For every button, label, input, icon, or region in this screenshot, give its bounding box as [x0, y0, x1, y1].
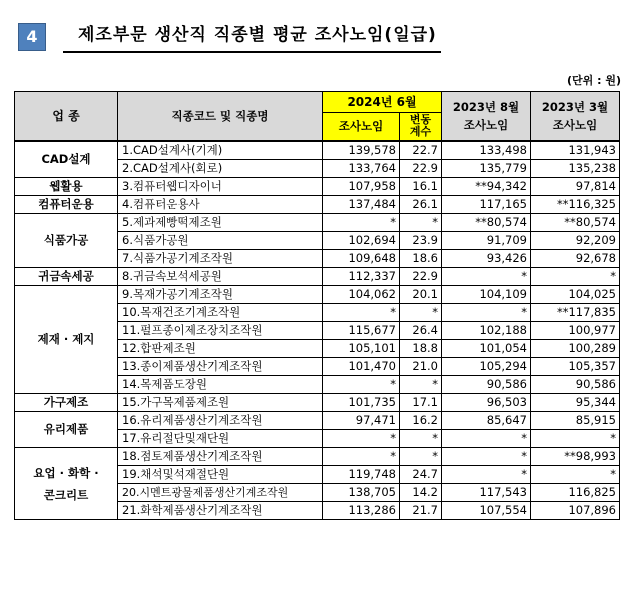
section-number-badge: 4 [18, 23, 46, 51]
wage-2023-03-cell: 85,915 [531, 411, 620, 429]
cv-cell: 24.7 [400, 465, 442, 483]
wage-2023-08-cell: * [442, 303, 531, 321]
wage-2024-cell: * [323, 447, 400, 465]
wage-2024-cell: 104,062 [323, 285, 400, 303]
header-change-rate-line2: 계수 [409, 125, 432, 139]
cv-cell: 21.0 [400, 357, 442, 375]
header-survey-wage-2023-03: 조사노임 [552, 117, 598, 132]
wage-2023-03-cell: 97,814 [531, 177, 620, 195]
industry-cell: 식품가공 [15, 213, 118, 267]
cv-cell: * [400, 303, 442, 321]
wage-2024-cell: 107,958 [323, 177, 400, 195]
industry-cell: 가구제조 [15, 393, 118, 411]
table-row [15, 195, 620, 213]
cv-cell: 18.8 [400, 339, 442, 357]
wage-2023-03-cell: 107,896 [531, 501, 620, 519]
wage-2024-cell: 105,101 [323, 339, 400, 357]
table-row [15, 177, 620, 195]
wage-2024-cell: 133,764 [323, 159, 400, 177]
cv-cell: 22.9 [400, 267, 442, 285]
cv-cell: 18.6 [400, 249, 442, 267]
wage-2023-08-cell: 101,054 [442, 339, 531, 357]
occupation-cell: 11.펄프종이제조장치조작원 [118, 321, 323, 339]
table-row [15, 285, 620, 303]
cv-cell: 23.9 [400, 231, 442, 249]
occupation-cell: 9.목재가공기계조작원 [118, 285, 323, 303]
industry-cell [15, 447, 118, 519]
wage-2023-03-cell: **117,835 [531, 303, 620, 321]
wage-2024-cell: 139,578 [323, 141, 400, 160]
wage-2023-08-cell: * [442, 267, 531, 285]
occupation-cell: 16.유리제품생산기계조작원 [118, 411, 323, 429]
cv-cell: 26.1 [400, 195, 442, 213]
wage-2023-03-cell: 104,025 [531, 285, 620, 303]
wage-2024-cell: 113,286 [323, 501, 400, 519]
wage-2024-cell: 138,705 [323, 483, 400, 501]
industry-cell: 유리제품 [15, 411, 118, 447]
wage-2023-08-cell: 135,779 [442, 159, 531, 177]
wage-2023-03-cell: * [531, 465, 620, 483]
occupation-cell: 5.제과제빵떡제조원 [118, 213, 323, 231]
wage-2023-03-cell: * [531, 267, 620, 285]
wage-2024-cell: 97,471 [323, 411, 400, 429]
wage-2023-08-cell: 102,188 [442, 321, 531, 339]
header-industry: 업 종 [15, 92, 118, 141]
wage-2023-08-cell: **94,342 [442, 177, 531, 195]
wage-2024-cell: * [323, 213, 400, 231]
table-row [15, 411, 620, 429]
wage-2023-03-cell: 90,586 [531, 375, 620, 393]
occupation-cell: 20.시멘트광물제품생산기계조작원 [118, 483, 323, 501]
wage-2023-08-cell: 93,426 [442, 249, 531, 267]
wage-2023-08-cell: 117,543 [442, 483, 531, 501]
occupation-cell: 14.목제품도장원 [118, 375, 323, 393]
wage-2024-cell: 102,694 [323, 231, 400, 249]
cv-cell: 21.7 [400, 501, 442, 519]
wage-2023-03-cell: 116,825 [531, 483, 620, 501]
industry-cell: 귀금속세공 [15, 267, 118, 285]
wage-2023-03-cell: **80,574 [531, 213, 620, 231]
section-header [8, 14, 440, 54]
wage-2024-cell: * [323, 429, 400, 447]
wage-2023-03-cell: 100,977 [531, 321, 620, 339]
cv-cell: 16.2 [400, 411, 442, 429]
wage-2023-03-cell: 95,344 [531, 393, 620, 411]
header-survey-wage-2023-08: 조사노임 [463, 117, 509, 132]
occupation-cell: 17.유리절단및재단원 [118, 429, 323, 447]
header-change-rate [400, 113, 442, 141]
occupation-cell: 3.컴퓨터웹디자이너 [118, 177, 323, 195]
industry-cell: 제재 · 제지 [15, 285, 118, 393]
header-period-2024-06: 2024년 6월 [323, 92, 442, 113]
header-occupation: 직종코드 및 직종명 [118, 92, 323, 141]
wage-2023-03-cell: 131,943 [531, 141, 620, 160]
cv-cell: 22.7 [400, 141, 442, 160]
wage-2023-08-cell: 104,109 [442, 285, 531, 303]
table-row [15, 393, 620, 411]
wage-2023-08-cell: 85,647 [442, 411, 531, 429]
unit-label: (단위 : 원) [567, 74, 621, 87]
industry-line-1: 요업 · 화학 · [33, 465, 99, 480]
header-survey-wage-2024: 조사노임 [323, 113, 400, 141]
wage-2023-08-cell: 91,709 [442, 231, 531, 249]
cv-cell: 14.2 [400, 483, 442, 501]
wage-2023-03-cell: 92,678 [531, 249, 620, 267]
cv-cell: * [400, 213, 442, 231]
wage-2024-cell: 112,337 [323, 267, 400, 285]
occupation-cell: 21.화학제품생산기계조작원 [118, 501, 323, 519]
wage-2023-08-cell: 107,554 [442, 501, 531, 519]
occupation-cell: 1.CAD설계사(기계) [118, 141, 323, 160]
wage-2023-03-cell: 135,238 [531, 159, 620, 177]
wage-2024-cell: * [323, 303, 400, 321]
cv-cell: * [400, 375, 442, 393]
occupation-cell: 10.목재건조기계조작원 [118, 303, 323, 321]
wage-2024-cell: 101,735 [323, 393, 400, 411]
cv-cell: 26.4 [400, 321, 442, 339]
header-change-rate-line1: 변동 [409, 113, 432, 127]
header-period-2023-08-label: 2023년 8월 [452, 99, 520, 114]
cv-cell: 16.1 [400, 177, 442, 195]
wage-2023-08-cell: * [442, 465, 531, 483]
wage-2023-03-cell: 92,209 [531, 231, 620, 249]
occupation-cell: 19.채석및석재절단원 [118, 465, 323, 483]
section-underline [63, 51, 441, 53]
wage-2024-cell: 109,648 [323, 249, 400, 267]
wage-2024-cell: 119,748 [323, 465, 400, 483]
cv-cell: * [400, 447, 442, 465]
wage-2024-cell: 115,677 [323, 321, 400, 339]
occupation-cell: 6.식품가공원 [118, 231, 323, 249]
industry-cell: 컴퓨터운용 [15, 195, 118, 213]
occupation-cell: 15.가구목제품제조원 [118, 393, 323, 411]
occupation-cell: 8.귀금속보석세공원 [118, 267, 323, 285]
occupation-cell: 7.식품가공기계조작원 [118, 249, 323, 267]
wage-2023-08-cell: 133,498 [442, 141, 531, 160]
cv-cell: 17.1 [400, 393, 442, 411]
wage-2023-03-cell: **116,325 [531, 195, 620, 213]
wage-2023-03-cell: 100,289 [531, 339, 620, 357]
wage-2023-08-cell: 117,165 [442, 195, 531, 213]
cv-cell: 20.1 [400, 285, 442, 303]
cv-cell: 22.9 [400, 159, 442, 177]
wage-2023-08-cell: **80,574 [442, 213, 531, 231]
occupation-cell: 4.컴퓨터운용사 [118, 195, 323, 213]
wage-2023-03-cell: * [531, 429, 620, 447]
wage-2024-cell: 101,470 [323, 357, 400, 375]
wage-table [14, 91, 620, 520]
industry-cell: 웹활용 [15, 177, 118, 195]
industry-cell: CAD설계 [15, 141, 118, 178]
table-row [15, 267, 620, 285]
header-period-2023-08 [442, 92, 531, 141]
occupation-cell: 2.CAD설계사(회로) [118, 159, 323, 177]
wage-2023-08-cell: * [442, 429, 531, 447]
wage-2023-08-cell: * [442, 447, 531, 465]
wage-2024-cell: 137,484 [323, 195, 400, 213]
industry-line-2: 콘크리트 [43, 487, 89, 502]
table-row [15, 141, 620, 160]
wage-2023-03-cell: 105,357 [531, 357, 620, 375]
occupation-cell: 13.종이제품생산기계조작원 [118, 357, 323, 375]
header-period-2023-03-label: 2023년 3월 [541, 99, 609, 114]
occupation-cell: 18.점토제품생산기계조작원 [118, 447, 323, 465]
wage-2023-08-cell: 90,586 [442, 375, 531, 393]
header-period-2023-03 [531, 92, 620, 141]
section-title: 제조부문 생산직 직종별 평균 조사노임(일급) [78, 25, 437, 45]
wage-2023-03-cell: **98,993 [531, 447, 620, 465]
occupation-cell: 12.합판제조원 [118, 339, 323, 357]
wage-2023-08-cell: 105,294 [442, 357, 531, 375]
table-row [15, 213, 620, 231]
table-row [15, 447, 620, 465]
cv-cell: * [400, 429, 442, 447]
wage-2024-cell: * [323, 375, 400, 393]
wage-2023-08-cell: 96,503 [442, 393, 531, 411]
